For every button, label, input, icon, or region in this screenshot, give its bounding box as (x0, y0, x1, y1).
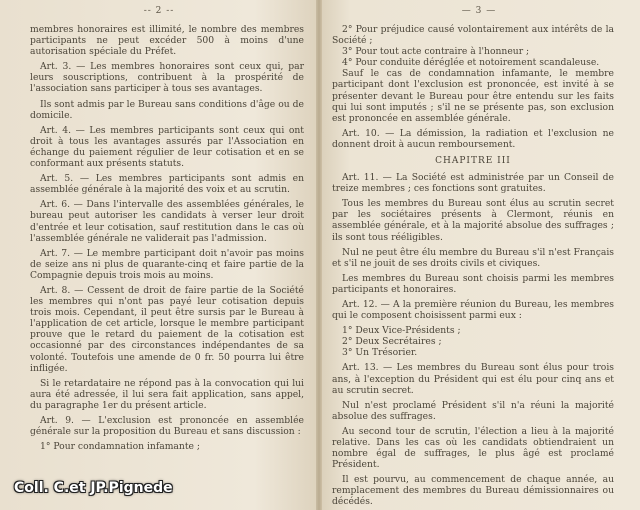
paragraph: Art. 7. — Le membre participant doit n'avoir pas moins de seize ans ni plus de quarante-cinq et faire partie de la Compagnie depuis trois mois au moins. (30, 247, 304, 281)
paragraph: Art. 5. — Les membres participants sont admis en assemblée générale à la majorité des voix et au scrutin. (30, 173, 304, 196)
left-page (0, 0, 318, 510)
paragraph: Nul ne peut être élu membre du Bureau s'il n'est Français et s'il ne jouit de ses droits civils et civiques. (332, 246, 614, 269)
paragraph: membres honoraires est illimité, le nombre des membres participants ne peut excéder 500 à moins d'une autorisation spéciale du Préfet. (30, 24, 304, 58)
paragraph: Art. 11. — La Société est administrée par un Conseil de treize membres ; ces fonctions sont gratuites. (332, 172, 614, 195)
list-item: 3° Un Trésorier. (342, 347, 418, 359)
paragraph: Art. 4. — Les membres participants sont ceux qui ont droit à tous les avantages assurés par l'Association en échange du paiement régulier de leur cotisation et en se conformant aux présents statuts. (30, 124, 304, 170)
paragraph: Les membres du Bureau sont choisis parmi les membres participants et honoraires. (332, 272, 614, 295)
paragraph: Sauf le cas de condamnation infamante, le membre participant dont l'exclusion est prononcée, est invité à se présenter devant le Bureau pour être entendu sur les faits qui lui sont imputés ; s'il ne se présente pas, son exclusion est prononcée en assemblée générale. (332, 68, 614, 124)
list-item: 2° Pour préjudice causé volontairement aux intérêts de la Société ; (332, 24, 614, 47)
book-gutter (316, 0, 322, 510)
paragraph: Nul n'est proclamé Président s'il n'a réuni la majorité absolue des suffrages. (332, 399, 614, 422)
paragraph: Art. 8. — Cessent de droit de faire partie de la Société les membres qui n'ont pas payé leur cotisation depuis trois mois. Cependant, il peut être sursis par le Bureau à l'application de cet article, lorsque le membre participant prouve que le retard du paiement de la cotisation est occasionné par des circonstances indépendantes de sa volonté. Toutefois une amende de 0 fr. 50 pourra lui être infligée. (30, 284, 304, 374)
paragraph: Il est pourvu, au commencement de chaque année, au remplacement des membres du Bureau démissionnaires ou décédés. (332, 474, 614, 508)
page-number-left: -- 2 -- (143, 6, 175, 16)
list-item: 1° Pour condamnation infamante ; (40, 441, 200, 453)
list-item: 4° Pour conduite déréglée et notoirement scandaleuse. (342, 57, 600, 69)
paragraph: Art. 12. — A la première réunion du Bureau, les membres qui le composent choisissent parmi eux : (332, 298, 614, 322)
paragraph: Au second tour de scrutin, l'élection a lieu à la majorité relative. Dans les cas où les candidats obtiendraient un nombre égal de suffrages, le plus âgé est proclamé Président. (332, 425, 614, 471)
right-page (318, 0, 640, 510)
paragraph: Ils sont admis par le Bureau sans conditions d'âge ou de domicile. (30, 98, 304, 121)
page-number-right: — 3 — (461, 6, 497, 16)
paragraph: Art. 3. — Les membres honoraires sont ceux qui, par leurs souscriptions, contribuent à la prospérité de l'association sans participer à tous ses avantages. (30, 61, 304, 95)
list-item: 3° Pour tout acte contraire à l'honneur ; (342, 46, 530, 58)
list-item: 1° Deux Vice-Présidents ; (342, 325, 461, 337)
paragraph: Art. 9. — L'exclusion est prononcée en assemblée générale sur la proposition du Bureau et sans discussion : (30, 415, 304, 438)
paragraph: Tous les membres du Bureau sont élus au scrutin secret par les sociétaires présents à Clermont, réunis en assemblée générale, et à la majorité absolue des suffrages ; ils sont tous rééligibles. (332, 198, 614, 243)
paragraph: Si le retardataire ne répond pas à la convocation qui lui aura été adressée, il lui sera fait application, sans appel, du paragraphe 1er du présent article. (30, 377, 304, 411)
collection-watermark: Coll. C.et JP.Pignede (14, 480, 173, 496)
list-item: 2° Deux Secrétaires ; (342, 336, 442, 348)
chapter-title: CHAPITRE III (435, 156, 511, 167)
paragraph: Art. 10. — La démission, la radiation et l'exclusion ne donnent droit à aucun remboursement. (332, 127, 614, 150)
paragraph: Art. 6. — Dans l'intervalle des assemblées générales, le bureau peut autoriser les candidats à verser leur droit d'entrée et leur cotisation, sauf restitution dans le cas où l'assemblée générale ne validerait pas l'admission. (30, 199, 304, 244)
paragraph: Art. 13. — Les membres du Bureau sont élus pour trois ans, à l'exception du Président qui est élu pour cinq ans et au scrutin secret. (332, 362, 614, 396)
